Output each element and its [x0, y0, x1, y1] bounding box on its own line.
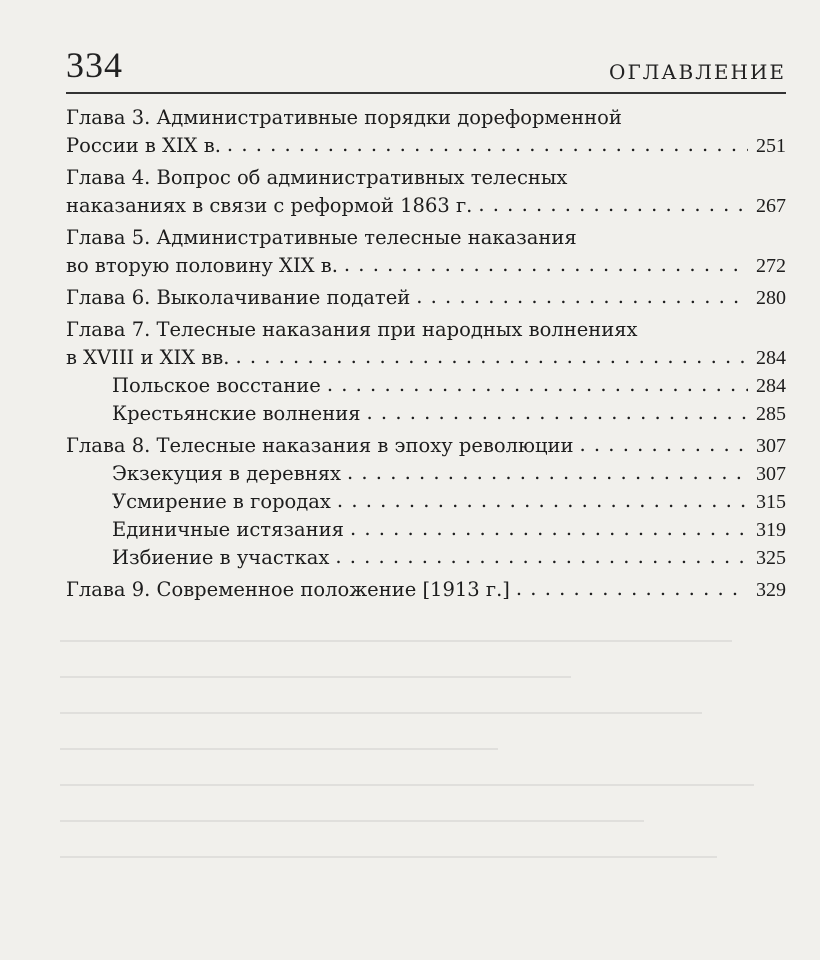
dot-leader: [478, 191, 748, 219]
toc-entry-chapter-4: [66, 164, 786, 220]
dot-leader: [344, 251, 748, 279]
dot-leader: [327, 371, 748, 399]
dot-leader: [416, 283, 748, 311]
toc-page-number: 307: [756, 435, 786, 457]
toc-page-number: 329: [756, 579, 786, 601]
toc-page-number: 307: [756, 463, 786, 485]
running-head: ОГЛАВЛЕНИЕ: [609, 60, 786, 84]
dot-leader: [337, 487, 748, 515]
toc-page-number: 267: [756, 195, 786, 217]
dot-leader: [580, 431, 748, 459]
toc-entry-chapter-9: [66, 576, 786, 604]
table-of-contents: [66, 104, 786, 608]
page-header: [66, 44, 786, 94]
toc-subentry-title: Усмирение в городах: [112, 490, 331, 513]
toc-subentry: [66, 544, 786, 572]
toc-entry-title: Глава 4. Вопрос об административных телесных: [66, 166, 568, 189]
toc-page-number: 285: [756, 403, 786, 425]
toc-subentry-title: Крестьянские волнения: [112, 402, 361, 425]
toc-subentry: [66, 488, 786, 516]
toc-entry-chapter-3: [66, 104, 786, 160]
toc-entry-title: Глава 7. Телесные наказания при народных волнениях: [66, 318, 638, 341]
toc-entry-title: Глава 5. Административные телесные наказания: [66, 226, 577, 249]
page-number: 334: [66, 45, 123, 85]
toc-subentry-title: Экзекуция в деревнях: [112, 462, 342, 485]
toc-subentry: [66, 516, 786, 544]
toc-subentry: [66, 400, 786, 428]
dot-leader: [367, 399, 748, 427]
toc-entry-title: Глава 6. Выколачивание податей: [66, 286, 411, 309]
dot-leader: [347, 459, 748, 487]
dot-leader: [516, 575, 748, 603]
dot-leader: [227, 131, 748, 159]
toc-page-number: 319: [756, 519, 786, 541]
toc-subentry: [66, 460, 786, 488]
toc-page-number: 280: [756, 287, 786, 309]
toc-entry-title: Глава 8. Телесные наказания в эпоху революции: [66, 434, 574, 457]
toc-subentry: [66, 372, 786, 400]
toc-entry-title: наказаниях в связи с реформой 1863 г.: [66, 194, 473, 217]
toc-entry-chapter-8: [66, 432, 786, 572]
toc-subentry-title: Единичные истязания: [112, 518, 344, 541]
toc-page-number: 251: [756, 135, 786, 157]
toc-entry-title: Глава 9. Современное положение [1913 г.]: [66, 578, 510, 601]
toc-page-number: 284: [756, 347, 786, 369]
show-through-texture: [60, 640, 790, 940]
toc-entry-chapter-7: [66, 316, 786, 428]
toc-entry-title: России в XIX в.: [66, 134, 221, 157]
toc-entry-title: в XVIII и XIX вв.: [66, 346, 230, 369]
toc-page-number: 315: [756, 491, 786, 513]
toc-entry-chapter-6: [66, 284, 786, 312]
toc-page-number: 272: [756, 255, 786, 277]
toc-entry-title: во вторую половину XIX в.: [66, 254, 338, 277]
dot-leader: [335, 543, 748, 571]
toc-subentry-title: Избиение в участках: [112, 546, 330, 569]
toc-page-number: 325: [756, 547, 786, 569]
toc-entry-chapter-5: [66, 224, 786, 280]
dot-leader: [350, 515, 748, 543]
dot-leader: [235, 343, 748, 371]
toc-entry-title: Глава 3. Административные порядки дореформенной: [66, 106, 622, 129]
toc-subentry-title: Польское восстание: [112, 374, 321, 397]
toc-page-number: 284: [756, 375, 786, 397]
